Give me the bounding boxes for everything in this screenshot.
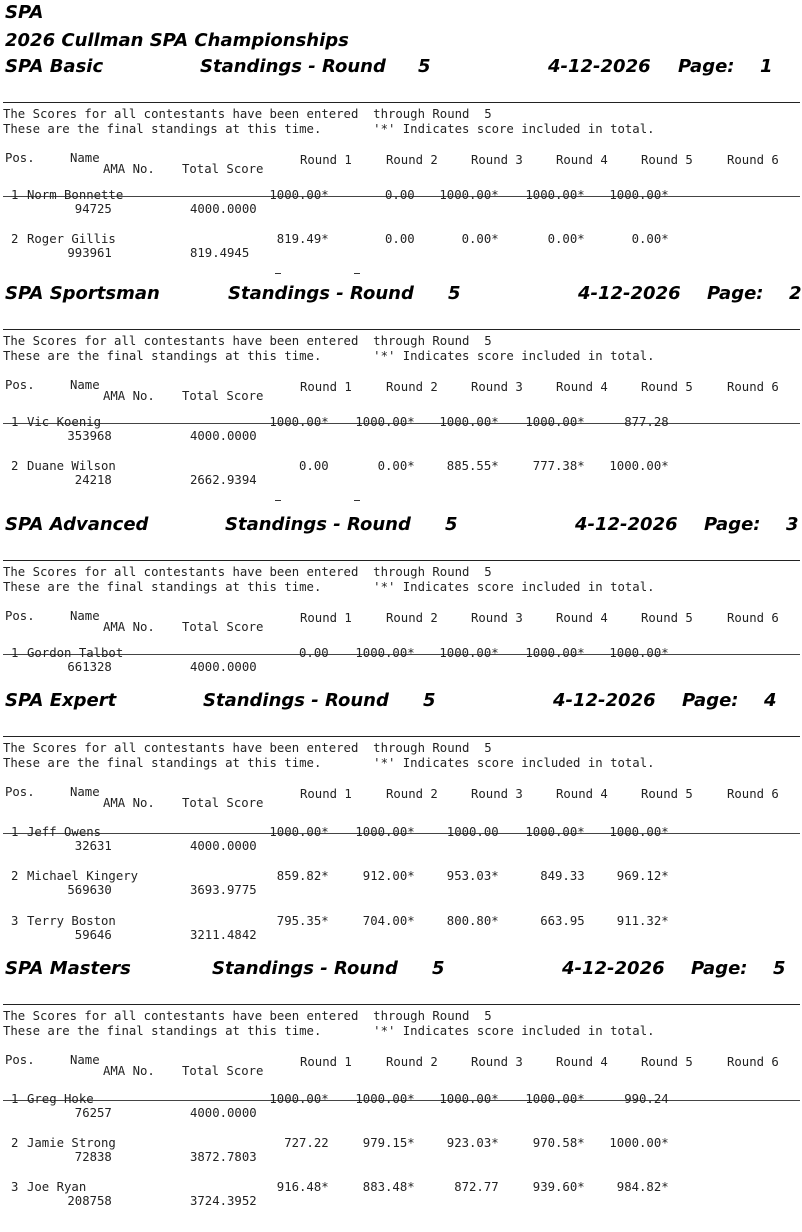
page-label: Page: (682, 690, 739, 711)
row-score-round-1: 1000.00* (262, 188, 329, 202)
row-score-round-4: 1000.00* (518, 646, 585, 660)
row-score-round-4: 849.33 (518, 869, 585, 883)
row-position: 2 (11, 232, 19, 246)
row-name: Greg Hoke (27, 1092, 94, 1106)
col-header-round-4: Round 4 (556, 153, 608, 167)
standings-label: Standings - Round (225, 514, 411, 535)
row-name: Terry Boston (27, 914, 116, 928)
row-ama-number: 208758 (60, 1194, 112, 1208)
row-score-round-4: 777.38* (518, 459, 585, 473)
row-total-score: 3693.9775 (190, 883, 257, 897)
row-total-score: 3724.3952 (190, 1194, 257, 1208)
col-header-name: Name (70, 378, 100, 392)
col-header-round-2: Round 2 (386, 1055, 438, 1069)
section-title: SPA Expert (5, 690, 117, 711)
col-header-name: Name (70, 609, 100, 623)
divider-dash (275, 273, 281, 274)
row-score-round-2: 0.00 (348, 188, 415, 202)
row-score-round-5: 1000.00* (602, 646, 669, 660)
col-header-round-6: Round 6 (727, 153, 779, 167)
row-total-score: 4000.0000 (190, 839, 257, 853)
col-header-ama: AMA No. (103, 162, 155, 176)
col-header-round-5: Round 5 (641, 1055, 693, 1069)
row-score-round-1: 859.82* (262, 869, 329, 883)
row-score-round-3: 872.77 (432, 1180, 499, 1194)
col-header-round-6: Round 6 (727, 611, 779, 625)
row-score-round-4: 1000.00* (518, 415, 585, 429)
row-score-round-5: 0.00* (602, 232, 669, 246)
page-number: 1 (760, 56, 773, 77)
page-number: 4 (764, 690, 777, 711)
col-header-pos: Pos. (5, 609, 35, 623)
col-header-round-4: Round 4 (556, 1055, 608, 1069)
row-name: Duane Wilson (27, 459, 116, 473)
standings-label: Standings - Round (200, 56, 386, 77)
col-header-pos: Pos. (5, 378, 35, 392)
col-header-round-2: Round 2 (386, 611, 438, 625)
col-header-round-3: Round 3 (471, 787, 523, 801)
row-name: Vic Koenig (27, 415, 102, 429)
col-header-round-2: Round 2 (386, 380, 438, 394)
row-score-round-2: 979.15* (348, 1136, 415, 1150)
round-number: 5 (448, 283, 461, 304)
row-ama-number: 94725 (60, 202, 112, 216)
row-score-round-2: 0.00* (348, 459, 415, 473)
col-header-pos: Pos. (5, 785, 35, 799)
row-score-round-1: 0.00 (262, 459, 329, 473)
row-score-round-1: 916.48* (262, 1180, 329, 1194)
row-name: Gordon Talbot (27, 646, 124, 660)
notice-line-2: These are the final standings at this time. '*' Indicates score included in total. (3, 1024, 655, 1038)
col-header-round-4: Round 4 (556, 611, 608, 625)
row-score-round-5: 911.32* (602, 914, 669, 928)
row-score-round-1: 1000.00* (262, 415, 329, 429)
row-score-round-2: 1000.00* (348, 1092, 415, 1106)
divider-dash (354, 500, 360, 501)
row-score-round-4: 970.58* (518, 1136, 585, 1150)
col-header-ama: AMA No. (103, 620, 155, 634)
row-score-round-3: 1000.00* (432, 1092, 499, 1106)
row-score-round-3: 800.80* (432, 914, 499, 928)
row-score-round-5: 969.12* (602, 869, 669, 883)
row-total-score: 4000.0000 (190, 202, 257, 216)
col-header-name: Name (70, 785, 100, 799)
page-label: Page: (707, 283, 764, 304)
row-score-round-4: 0.00* (518, 232, 585, 246)
org-title: SPA (5, 2, 44, 23)
standings-label: Standings - Round (203, 690, 389, 711)
row-name: Roger Gillis (27, 232, 116, 246)
row-ama-number: 76257 (60, 1106, 112, 1120)
report-date: 4-12-2026 (575, 514, 678, 535)
row-score-round-5: 1000.00* (602, 188, 669, 202)
col-header-total: Total Score (182, 620, 264, 634)
row-score-round-1: 727.22 (262, 1136, 329, 1150)
col-header-round-4: Round 4 (556, 380, 608, 394)
round-number: 5 (445, 514, 458, 535)
row-total-score: 819.4945 (190, 246, 250, 260)
col-header-round-2: Round 2 (386, 787, 438, 801)
notice-line-2: These are the final standings at this time. '*' Indicates score included in total. (3, 756, 655, 770)
row-position: 1 (11, 1092, 19, 1106)
row-position: 2 (11, 1136, 19, 1150)
col-header-total: Total Score (182, 796, 264, 810)
row-score-round-4: 1000.00* (518, 825, 585, 839)
row-score-round-1: 1000.00* (262, 825, 329, 839)
round-number: 5 (432, 958, 445, 979)
row-ama-number: 993961 (60, 246, 112, 260)
col-header-round-1: Round 1 (300, 153, 352, 167)
section-rule (3, 329, 800, 330)
row-score-round-2: 883.48* (348, 1180, 415, 1194)
row-name: Jamie Strong (27, 1136, 116, 1150)
page-number: 2 (789, 283, 802, 304)
row-score-round-5: 1000.00* (602, 459, 669, 473)
col-header-pos: Pos. (5, 1053, 35, 1067)
row-position: 1 (11, 415, 19, 429)
col-header-round-3: Round 3 (471, 1055, 523, 1069)
report-date: 4-12-2026 (578, 283, 681, 304)
col-header-round-6: Round 6 (727, 380, 779, 394)
section-title: SPA Advanced (5, 514, 149, 535)
row-position: 1 (11, 825, 19, 839)
page-label: Page: (678, 56, 735, 77)
col-header-round-6: Round 6 (727, 1055, 779, 1069)
col-header-round-1: Round 1 (300, 611, 352, 625)
col-header-round-3: Round 3 (471, 153, 523, 167)
row-total-score: 2662.9394 (190, 473, 257, 487)
row-score-round-5: 1000.00* (602, 1136, 669, 1150)
col-header-total: Total Score (182, 162, 264, 176)
col-header-total: Total Score (182, 1064, 264, 1078)
row-position: 2 (11, 869, 19, 883)
row-score-round-1: 819.49* (262, 232, 329, 246)
col-header-round-5: Round 5 (641, 787, 693, 801)
col-header-pos: Pos. (5, 151, 35, 165)
standings-label: Standings - Round (228, 283, 414, 304)
report-date: 4-12-2026 (562, 958, 665, 979)
row-score-round-3: 1000.00 (432, 825, 499, 839)
row-score-round-3: 923.03* (432, 1136, 499, 1150)
row-total-score: 3211.4842 (190, 928, 257, 942)
col-header-ama: AMA No. (103, 796, 155, 810)
row-score-round-1: 795.35* (262, 914, 329, 928)
row-ama-number: 661328 (60, 660, 112, 674)
notice-line-1: The Scores for all contestants have been entered through Round 5 (3, 334, 492, 348)
row-score-round-1: 1000.00* (262, 1092, 329, 1106)
row-score-round-1: 0.00 (262, 646, 329, 660)
row-position: 3 (11, 1180, 19, 1194)
col-header-round-5: Round 5 (641, 380, 693, 394)
row-position: 1 (11, 188, 19, 202)
notice-line-1: The Scores for all contestants have been entered through Round 5 (3, 1009, 492, 1023)
row-name: Joe Ryan (27, 1180, 87, 1194)
page-number: 3 (786, 514, 799, 535)
notice-line-1: The Scores for all contestants have been entered through Round 5 (3, 565, 492, 579)
row-total-score: 3872.7803 (190, 1150, 257, 1164)
col-header-round-5: Round 5 (641, 611, 693, 625)
section-title: SPA Sportsman (5, 283, 160, 304)
row-score-round-2: 1000.00* (348, 825, 415, 839)
row-name: Michael Kingery (27, 869, 139, 883)
notice-line-2: These are the final standings at this time. '*' Indicates score included in total. (3, 349, 655, 363)
section-title: SPA Basic (5, 56, 104, 77)
col-header-round-1: Round 1 (300, 380, 352, 394)
col-header-name: Name (70, 151, 100, 165)
standings-label: Standings - Round (212, 958, 398, 979)
row-score-round-3: 1000.00* (432, 646, 499, 660)
notice-line-1: The Scores for all contestants have been entered through Round 5 (3, 107, 492, 121)
page-label: Page: (691, 958, 748, 979)
row-score-round-4: 1000.00* (518, 188, 585, 202)
row-score-round-5: 1000.00* (602, 825, 669, 839)
row-ama-number: 72838 (60, 1150, 112, 1164)
col-header-round-3: Round 3 (471, 380, 523, 394)
row-score-round-3: 1000.00* (432, 415, 499, 429)
row-position: 1 (11, 646, 19, 660)
row-score-round-2: 1000.00* (348, 415, 415, 429)
notice-line-2: These are the final standings at this time. '*' Indicates score included in total. (3, 580, 655, 594)
col-header-ama: AMA No. (103, 389, 155, 403)
row-score-round-2: 1000.00* (348, 646, 415, 660)
col-header-round-3: Round 3 (471, 611, 523, 625)
section-rule (3, 560, 800, 561)
row-score-round-4: 1000.00* (518, 1092, 585, 1106)
col-header-round-4: Round 4 (556, 787, 608, 801)
col-header-name: Name (70, 1053, 100, 1067)
round-number: 5 (418, 56, 431, 77)
row-score-round-5: 877.28 (602, 415, 669, 429)
row-name: Norm Bonnette (27, 188, 124, 202)
row-total-score: 4000.0000 (190, 660, 257, 674)
row-score-round-3: 0.00* (432, 232, 499, 246)
row-score-round-3: 1000.00* (432, 188, 499, 202)
report-date: 4-12-2026 (548, 56, 651, 77)
round-number: 5 (423, 690, 436, 711)
col-header-round-2: Round 2 (386, 153, 438, 167)
row-score-round-5: 990.24 (602, 1092, 669, 1106)
row-score-round-4: 663.95 (518, 914, 585, 928)
col-header-total: Total Score (182, 389, 264, 403)
row-ama-number: 569630 (60, 883, 112, 897)
col-header-ama: AMA No. (103, 1064, 155, 1078)
col-header-round-1: Round 1 (300, 787, 352, 801)
section-rule (3, 1004, 800, 1005)
event-title: 2026 Cullman SPA Championships (5, 30, 349, 51)
row-score-round-2: 0.00 (348, 232, 415, 246)
divider-dash (275, 500, 281, 501)
row-score-round-4: 939.60* (518, 1180, 585, 1194)
notice-line-1: The Scores for all contestants have been entered through Round 5 (3, 741, 492, 755)
row-score-round-3: 885.55* (432, 459, 499, 473)
row-score-round-5: 984.82* (602, 1180, 669, 1194)
row-position: 2 (11, 459, 19, 473)
notice-line-2: These are the final standings at this time. '*' Indicates score included in total. (3, 122, 655, 136)
col-header-round-6: Round 6 (727, 787, 779, 801)
row-score-round-2: 704.00* (348, 914, 415, 928)
section-rule (3, 102, 800, 103)
page-label: Page: (704, 514, 761, 535)
row-ama-number: 353968 (60, 429, 112, 443)
row-total-score: 4000.0000 (190, 1106, 257, 1120)
divider-dash (354, 273, 360, 274)
row-position: 3 (11, 914, 19, 928)
page-number: 5 (773, 958, 786, 979)
section-rule (3, 736, 800, 737)
row-total-score: 4000.0000 (190, 429, 257, 443)
row-score-round-3: 953.03* (432, 869, 499, 883)
row-score-round-2: 912.00* (348, 869, 415, 883)
row-ama-number: 32631 (60, 839, 112, 853)
report-date: 4-12-2026 (553, 690, 656, 711)
row-name: Jeff Owens (27, 825, 102, 839)
row-ama-number: 59646 (60, 928, 112, 942)
col-header-round-5: Round 5 (641, 153, 693, 167)
row-ama-number: 24218 (60, 473, 112, 487)
section-title: SPA Masters (5, 958, 131, 979)
col-header-round-1: Round 1 (300, 1055, 352, 1069)
